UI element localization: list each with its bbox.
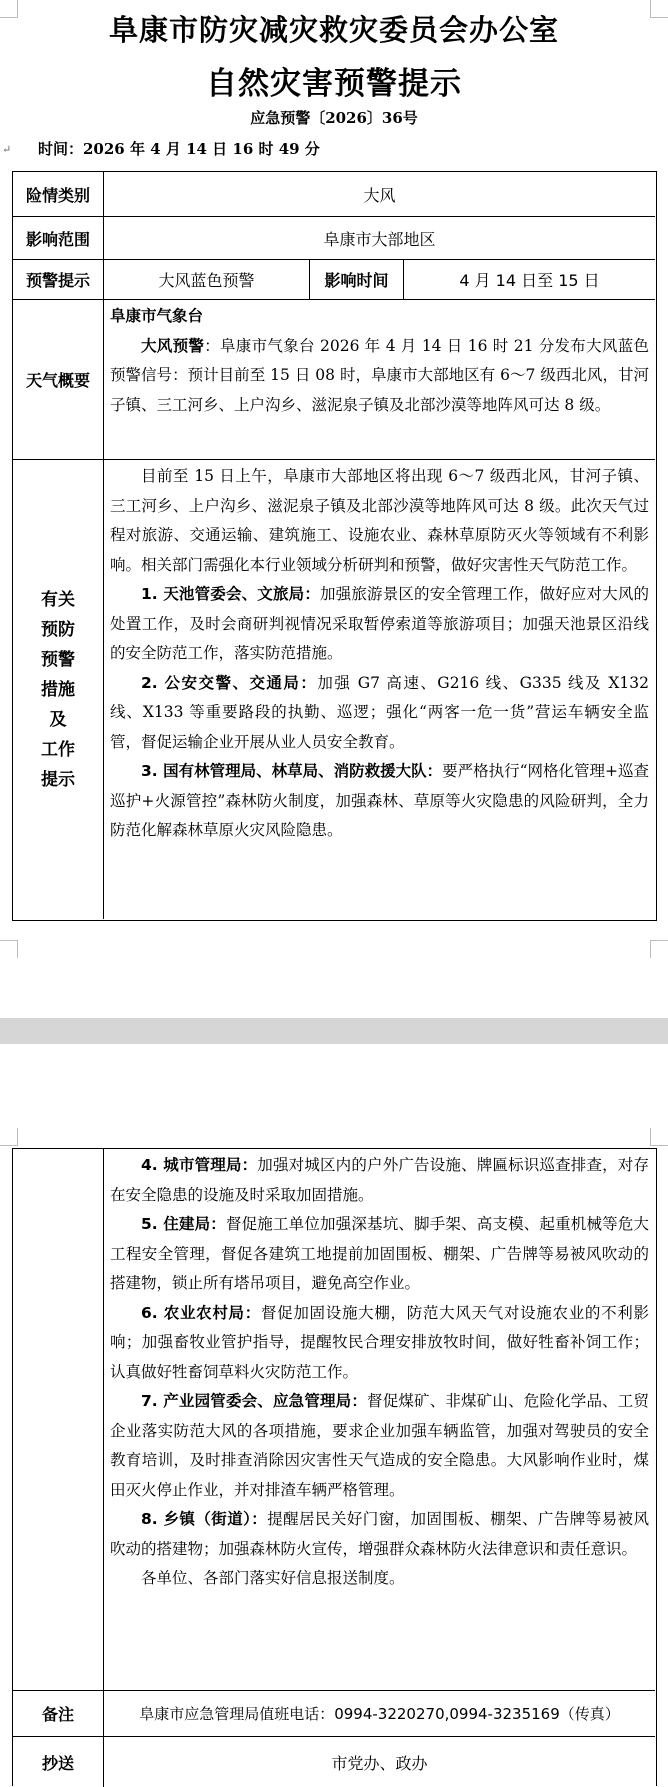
measures-label-line: 有关 (41, 589, 75, 610)
measure-head: 4. 城市管理局： (141, 1156, 258, 1174)
alert-label: 预警提示 (13, 260, 104, 300)
document-title: 阜康市防灾减灾救灾委员会办公室 (108, 13, 559, 47)
page-corner-mark (650, 1128, 668, 1146)
danger-type-value: 大风 (104, 172, 655, 217)
page-corner-mark (0, 1128, 18, 1146)
document-subtitle: 自然灾害预警提示 (206, 66, 462, 102)
measure-body: 督促施工单位加强深基坑、脚手架、高支模、起重机械等危大工程安全管理，督促各建筑工地提前加固围板、棚架、广告牌等易被风吹动的搭建物，锁止所有塔吊项目，避免高空作业。 (110, 1215, 649, 1292)
measure-item (110, 1299, 649, 1388)
measures-label-line: 预警 (41, 649, 75, 670)
measures-label-line: 提示 (41, 769, 75, 790)
alert-value: 大风蓝色预警 (104, 260, 310, 300)
measure-item (110, 1387, 649, 1505)
scope-label: 影响范围 (13, 217, 104, 260)
measure-head: 3. 国有林管理局、林草局、消防救援大队： (141, 762, 443, 780)
measure-item (110, 1151, 649, 1210)
measure-body: 加强旅游景区的安全管理工作，做好应对大风的处置工作，及时会商研判视情况采取暂停索道等旅游项目；加强天池景区沿线的安全防范工作，落实防范措施。 (110, 585, 649, 662)
remark-value: 阜康市应急管理局值班电话：0994-3220270,0994-3235169（传真） (104, 1691, 655, 1737)
measure-item (110, 757, 649, 846)
document-page-2 (0, 1044, 668, 1786)
measure-body: 加强 G7 高速、G216 线、G335 线及 X132 线、X133 等重要路段的执勤、巡逻；强化“两客一危一货”营运车辆安全监管，督促运输企业开展从业人员安全教育。 (110, 673, 649, 751)
measure-item (110, 580, 649, 669)
measure-body: 加强对城区内的户外广告设施、牌匾标识巡查排查，对存在安全隐患的设施及时采取加固措施。 (110, 1156, 649, 1204)
cc-value: 市党办、政办 (331, 1753, 428, 1773)
measure-body: 督促加固设施大棚，防范大风天气对设施农业的不利影响；加强畜牧业管护指导，提醒牧民合理安排放牧时间，做好牲畜补饲工作；认真做好牲畜饲草料火灾防范工作。 (110, 1303, 649, 1381)
measures-label-line: 工作 (41, 739, 75, 760)
measures-label-line: 措施 (41, 679, 75, 700)
weather-bold-lead: 大风预警 (141, 336, 205, 355)
weather-label: 天气概要 (13, 300, 104, 460)
measures-content-continued (104, 1149, 655, 1691)
weather-content (104, 300, 655, 460)
measure-head: 5. 住建局： (141, 1215, 226, 1233)
warning-table-continued (12, 1148, 657, 1786)
page-corner-mark (650, 940, 668, 958)
warning-table (12, 171, 657, 921)
measures-label-continued (13, 1149, 104, 1691)
measures-intro: 目前至 15 日上午，阜康市大部地区将出现 6～7 级西北风，甘河子镇、三工河乡、上户沟乡、滋泥泉子镇及北部沙漠等地阵风可达 8 级。此次天气过程对旅游、交通运输、建筑施工、设施农业、森林草原防灭火等领域有不利影响。相关部门需强化本行业领域分析研判和预警，做好灾害性天气防范工作。 (110, 467, 649, 574)
page-separator (0, 1018, 668, 1044)
weather-source: 阜康市气象台 (110, 307, 204, 325)
measure-body: 要严格执行“网格化管理+巡查巡护+火源管控”森林防火制度，加强森林、草原等火灾隐患的风险研判，全力防范化解森林草原火灾风险隐患。 (110, 762, 649, 839)
page-corner-mark (0, 940, 18, 958)
measure-item (110, 669, 649, 758)
cc-label: 抄送 (13, 1737, 104, 1787)
measures-label (13, 460, 104, 919)
closing-note: 各单位、各部门落实好信息报送制度。 (141, 1569, 405, 1587)
measure-item (110, 1505, 649, 1564)
document-number: 应急预警〔2026〕36号 (250, 109, 418, 127)
scope-value: 阜康市大部地区 (104, 217, 655, 260)
measures-content (104, 460, 655, 919)
measure-body: 督促煤矿、非煤矿山、危险化学品、工贸企业落实防范大风的各项措施，要求企业加强车辆监管，加强对驾驶员的安全教育培训，及时排查消除因灾害性天气造成的安全隐患。大风影响作业时，煤田灭火停止作业，并对排渣车辆严格管理。 (110, 1392, 649, 1499)
danger-type-label: 险情类别 (13, 172, 104, 217)
measures-label-line: 预防 (41, 619, 75, 640)
measures-label-line: 及 (49, 709, 67, 730)
measure-head: 1. 天池管委会、文旅局： (141, 585, 320, 603)
measure-head: 2. 公安交警、交通局： (141, 673, 318, 692)
measure-head: 6. 农业农村局： (141, 1303, 261, 1322)
measure-head: 8. 乡镇（街道）： (141, 1510, 268, 1528)
measure-item (110, 1210, 649, 1299)
remark-label: 备注 (13, 1691, 104, 1737)
impact-time-value: 4 月 14 日至 15 日 (404, 260, 655, 300)
measure-head: 7. 产业园管委会、应急管理局： (141, 1392, 368, 1410)
paragraph-mark-icon: ↵ (2, 143, 12, 156)
weather-text: ：阜康市气象台 2026 年 4 月 14 日 16 时 21 分发布大风蓝色预警信号：预计目前至 15 日 08 时，阜康市大部地区有 6～7 级西北风，甘河子镇、三工河乡、上户沟乡、滋泥泉子镇及北部沙漠等地阵风可达 8 级。 (110, 336, 649, 414)
weather-paragraph (110, 332, 649, 421)
measure-body: 提醒居民关好门窗，加固围板、棚架、广告牌等易被风吹动的搭建物；加强森林防火宣传，增强群众森林防火法律意识和责任意识。 (110, 1510, 649, 1558)
issue-time: 时间：2026 年 4 月 14 日 16 时 49 分 (38, 140, 320, 158)
impact-time-label: 影响时间 (310, 260, 404, 300)
